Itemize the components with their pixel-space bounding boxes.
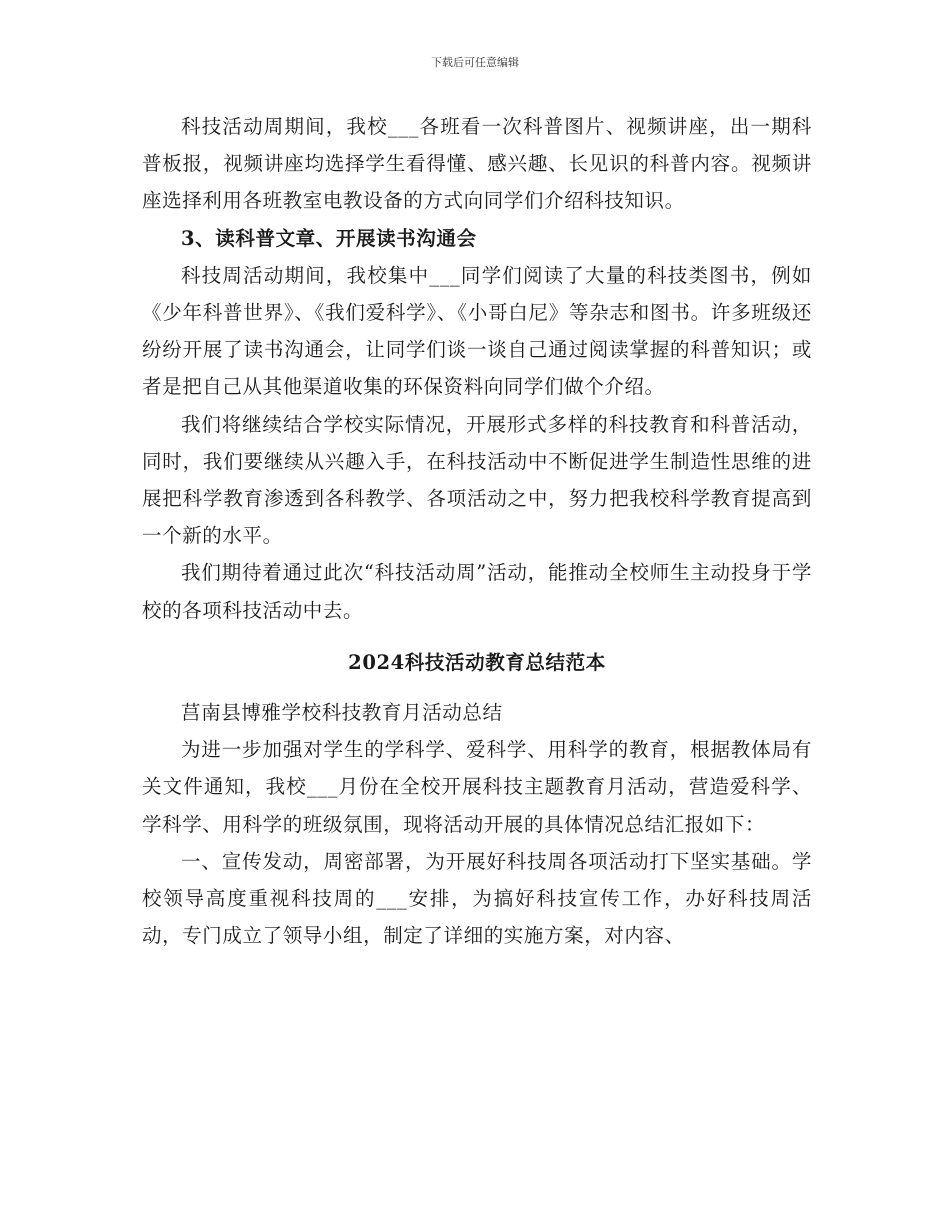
paragraph-expectation: 我们期待着通过此次“科技活动周”活动，能推动全校师生主动投身于学校的各项科技活动中去。 <box>142 561 812 622</box>
paragraph-reading: 科技周活动期间，我校集中___同学们阅读了大量的科技类图书，例如《少年科普世界》、《我们爱科学》、《小哥白尼》等杂志和图书。许多班级还纷纷开展了读书沟通会，让同学们谈一谈自己通过阅读掌握的科普知识；或者是把自己从其他渠道收集的环保资料向同学们做个介绍。 <box>142 263 812 399</box>
page-header: 下载后可任意编辑 <box>431 56 519 69</box>
paragraph-video-lectures: 科技活动周期间，我校___各班看一次科普图片、视频讲座，出一期科普板报，视频讲座均选择学生看得懂、感兴趣、长见识的科普内容。视频讲座选择利用各班教室电教设备的方式向同学们介绍科技知识。 <box>142 115 812 213</box>
paragraph-intro: 为进一步加强对学生的学科学、爱科学、用科学的教育，根据教体局有关文件通知，我校___月份在全校开展科技主题教育月活动，营造爱科学、学科学、用科学的班级氛围，现将活动开展的具体情况总结汇报如下： <box>142 738 812 836</box>
section-heading-reading: 3、读科普文章、开展读书沟通会 <box>181 226 477 250</box>
document-subtitle: 莒南县博雅学校科技教育月活动总结 <box>181 701 503 725</box>
document-title: 2024科技活动教育总结范本 <box>348 650 606 674</box>
paragraph-publicity: 一、宣传发动，周密部署，为开展好科技周各项活动打下坚实基础。学校领导高度重视科技周的___安排，为搞好科技宣传工作，办好科技周活动，专门成立了领导小组，制定了详细的实施方案，对内容、 <box>142 849 812 948</box>
document-body <box>142 108 812 954</box>
paragraph-continue: 我们将继续结合学校实际情况，开展形式多样的科技教育和科普活动，同时，我们要继续从兴趣入手，在科技活动中不断促进学生制造性思维的进展把科学教育渗透到各科教学、各项活动之中，努力把我校科学教育提高到一个新的水平。 <box>142 412 812 548</box>
